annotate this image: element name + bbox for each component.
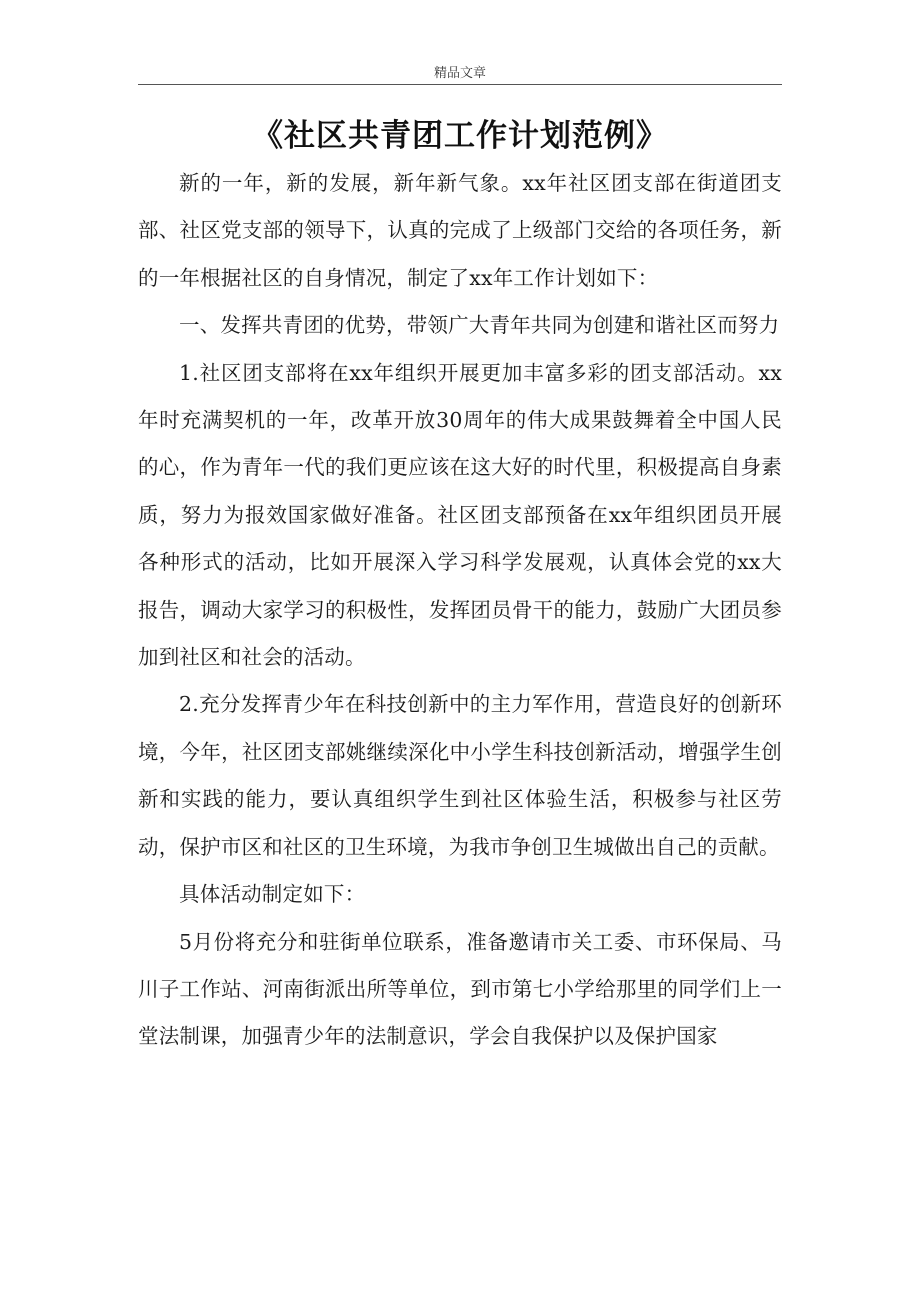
page-header: 精品文章 xyxy=(433,66,486,81)
paragraph-may-activity: 5月份将充分和驻街单位联系，准备邀请市关工委、市环保局、马川子工作站、河南街派出所等单位，到市第七小学给那里的同学们上一堂法制课，加强青少年的法制意识，学会自我保护以及保护国家 xyxy=(138,929,782,1049)
paragraph-activities-heading: 具体活动制定如下： xyxy=(179,882,366,907)
paragraph-intro: 新的一年，新的发展，新年新气象。xx年社区团支部在街道团支部、社区党支部的领导下，认真的完成了上级部门交给的各项任务，新的一年根据社区的自身情况，制定了xx年工作计划如下： xyxy=(138,171,782,290)
document-title: 《社区共青团工作计划范例》 xyxy=(252,118,668,154)
paragraph-item-2: 2.充分发挥青少年在科技创新中的主力军作用，营造良好的创新环境，今年，社区团支部姚继续深化中小学生科技创新活动，增强学生创新和实践的能力，要认真组织学生到社区体验生活，积极参与社区劳动，保护市区和社区的卫生环境，为我市争创卫生城做出自己的贡献。 xyxy=(138,692,782,859)
paragraph-item-1: 1.社区团支部将在xx年组织开展更加丰富多彩的团支部活动。xx年时充满契机的一年，改革开放30周年的伟大成果鼓舞着全中国人民的心，作为青年一代的我们更应该在这大好的时代里，积极提高自身素质，努力为报效国家做好准备。社区团支部预备在xx年组织团员开展各种形式的活动，比如开展深入学习科学发展观，认真体会党的xx大报告，调动大家学习的积极性，发挥团员骨干的能力，鼓励广大团员参加到社区和社会的活动。 xyxy=(138,360,782,670)
header-divider xyxy=(138,84,782,85)
document-body xyxy=(138,160,782,1061)
paragraph-section-heading: 一、发挥共青团的优势，带领广大青年共同为创建和谐社区而努力 xyxy=(179,313,780,338)
